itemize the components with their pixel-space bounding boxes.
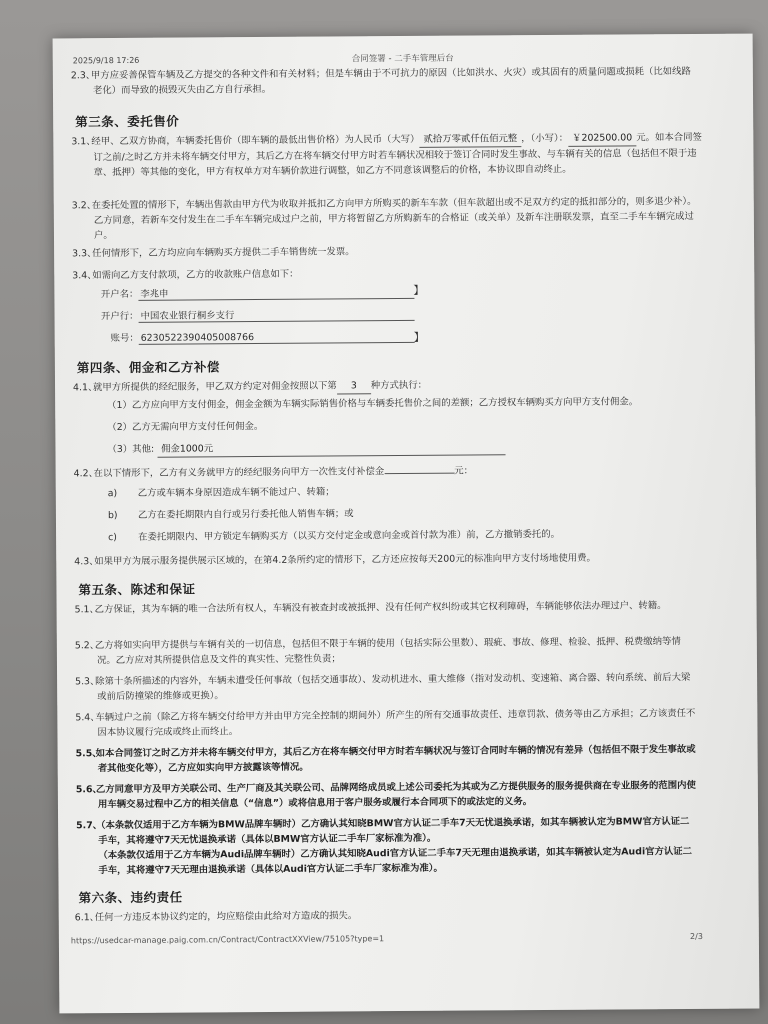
commission-option-2: （2）乙方无需向甲方支付任何佣金。 — [107, 420, 264, 434]
commission-choice-field: 3 — [337, 378, 371, 394]
page-number: 2/3 — [689, 931, 703, 942]
clause-4-1: 4.1、就甲方所提供的经纪服务，甲乙双方约定对佣金按照以下第 3 种方式执行： — [73, 379, 428, 394]
bank-field: 中国农业银行桐乡支行 — [138, 306, 414, 323]
clause-3-3: 3.3、任何情形下，乙方均应向车辆购买方提供二手车销售统一发票。 — [72, 246, 355, 260]
account-holder-row: 开户名： 李兆申 】 — [100, 283, 425, 301]
bank-row: 开户行： 中国农业银行桐乡支行 — [72, 306, 414, 323]
contract-page — [53, 34, 760, 1014]
commission-other-field: 佣金1000元 — [157, 439, 505, 457]
section-3-title: 第三条、委托售价 — [75, 113, 180, 130]
commission-option-3: （3）其他: 佣金1000元 — [107, 438, 697, 458]
clause-3-1: 3.1、经甲、乙双方协商，车辆委托售价（即车辆的最低出售价格）为人民币（大写） 贰拾万零贰仟伍佰元整 ，（小写）： ￥202500.00 元。如本合同签订之前/之时乙方并未将车辆交付甲方，其后乙方在将车辆交付甲方时若车辆状况相较于签订合同时发生事故、与车辆有关的信息（包括但不限于违章、抵押）等其他的变化，甲方有权单方对车辆价款进行调整，如乙方不同意该调整后的价格，本协议即自动终止。 — [71, 131, 702, 179]
clause-5-4: 5.4、车辆过户之前（除乙方将车辆交付给甲方并由甲方完全控制的期间外）所产生的所有交通事故责任、违章罚款、债务等由乙方承担；乙方该责任不因本协议履行完成或终止而终止。 — [75, 707, 696, 739]
clause-2-3: 2.3、甲方应妥善保管车辆及乙方提交的各种文件和有关材料；但是车辆由于不可抗力的原因（比如洪水、火灾）或其固有的质量问题或损耗（比如线路老化）而导致的损毁灭失由乙方自行承担。 — [70, 66, 691, 97]
compensation-blank — [384, 473, 454, 474]
clause-5-3: 5.3、除第十条所描述的内容外，车辆未遭受任何事故（包括交通事故）、发动机进水、重大维修（指对发动机、变速箱、离合器、转向系统、前后大梁或前后防撞梁的维修或更换）。 — [75, 672, 691, 703]
clause-5-7: 5.7、（本条款仅适用于乙方车辆为BMW品牌车辆时）乙方确认其知晓BMW官方认证二手车7天无忧退换承诺，如其车辆被认定为BMW官方认证二手车，其将遵守7天无忧退换承诺（具体以BMW官方认证二手车厂家标准为准）。 （本条款仅适用于乙方车辆为Audi品牌车辆时）乙方确认其知晓Audi官方认证二手车7天无理由退换承诺，如其车辆被认定为Audi官方认证二手车，其将遵守7天无理由退换承诺（具体以Audi官方认证二手车厂家标准为准）。 — [76, 816, 693, 877]
amount-lower-field: ￥202500.00 — [568, 130, 636, 146]
commission-option-1: （1）乙方应向甲方支付佣金，佣金金额为车辆实际销售价格与车辆委托售价之间的差额；乙方授权车辆购买方向甲方支付佣金。 — [107, 396, 639, 412]
account-number-field: 6230522390405008766 】 — [140, 330, 425, 344]
clause-4-2-item-b: b) 乙方在委托期限内自行或另行委托他人销售车辆；或 — [107, 508, 354, 522]
clause-4-2-item-c: c) 在委托期限内、甲方锁定车辆购买方（以买方交付定金或意向金或首付款为准）前，乙方撤销委托的。 — [108, 528, 561, 544]
clause-5-6: 5.6、乙方同意甲方及甲方关联公司、生产厂商及其关联公司、品牌网络成员或上述公司委托为其或为乙方提供服务的服务提供商在专业服务的范围内使用车辆交易过程中乙方的相关信息（“信息”）或将信息用于客户服务或履行本合同项下的或法定的义务。 — [75, 779, 696, 811]
section-6-title: 第六条、违约责任 — [78, 889, 183, 906]
clause-4-2-item-a: a) 乙方或车辆本身原因造成车辆不能过户、转籍； — [107, 486, 335, 500]
account-number-row: 账号： 6230522390405008766 】 — [110, 330, 425, 345]
clause-6-1: 6.1、任何一方违反本协议约定的，均应赔偿由此给对方造成的损失。 — [74, 910, 358, 924]
print-datetime: 2025/9/18 17:26 — [72, 55, 140, 66]
section-4-title: 第四条、佣金和乙方补偿 — [76, 359, 220, 376]
clause-3-2: 3.2、在委托处置的情形下，车辆出售款由甲方代为收取并抵扣乙方向甲方所购买的新车车款（但车款超出或不足双方约定的抵扣部分的，则多退少补）。乙方同意，若新车交付发生在二手车车辆完成过户之前，甲方将暂留乙方所购新车的合格证（或关单）及新车注册联发票，直至二手车车辆完成过户。 — [71, 195, 697, 242]
section-5-title: 第五条、陈述和保证 — [78, 581, 196, 598]
print-footer-url: https://usedcar-manage.paig.com.cn/Contract/ContractXXView/75105?type=1 — [70, 934, 385, 946]
print-header-title: 合同签署 - 二手车管理后台 — [351, 53, 454, 65]
amount-upper-field: 贰拾万零贰仟伍佰元整 — [419, 131, 521, 148]
clause-5-1: 5.1、乙方保证，其为车辆的唯一合法所有权人，车辆没有被查封或被抵押、没有任何产权纠纷或其它权利障碍，车辆能够依法办理过户、转籍。 — [74, 600, 667, 616]
clause-3-4: 3.4、如需向乙方支付款项，乙方的收款账户信息如下： — [72, 268, 299, 282]
clause-4-3: 4.3、如果甲方为展示服务提供展示区域的，在第4.2条所约定的情形下，乙方还应按每天200元的标准向甲方支付场地使用费。 — [74, 552, 596, 568]
clause-4-2: 4.2、在以下情形下，乙方有义务就甲方的经纪服务向甲方一次性支付补偿金 元： — [73, 465, 474, 480]
account-holder-field: 李兆申 】 — [138, 284, 414, 301]
clause-5-5: 5.5、如本合同签订之时乙方并未将车辆交付甲方，其后乙方在将车辆交付甲方时若车辆状况与签订合同时车辆的情况有差异（包括但不限于发生事故或者其他变化等），乙方应如实向甲方披露该等情况。 — [75, 743, 696, 775]
clause-5-2: 5.2、乙方将如实向甲方提供与车辆有关的一切信息，包括但不限于车辆的使用（包括实际公里数）、瑕疵、事故、修理、检验、抵押、税费缴纳等情况。乙方应对其所提供信息及文件的真实性、完整性负责； — [74, 636, 681, 667]
